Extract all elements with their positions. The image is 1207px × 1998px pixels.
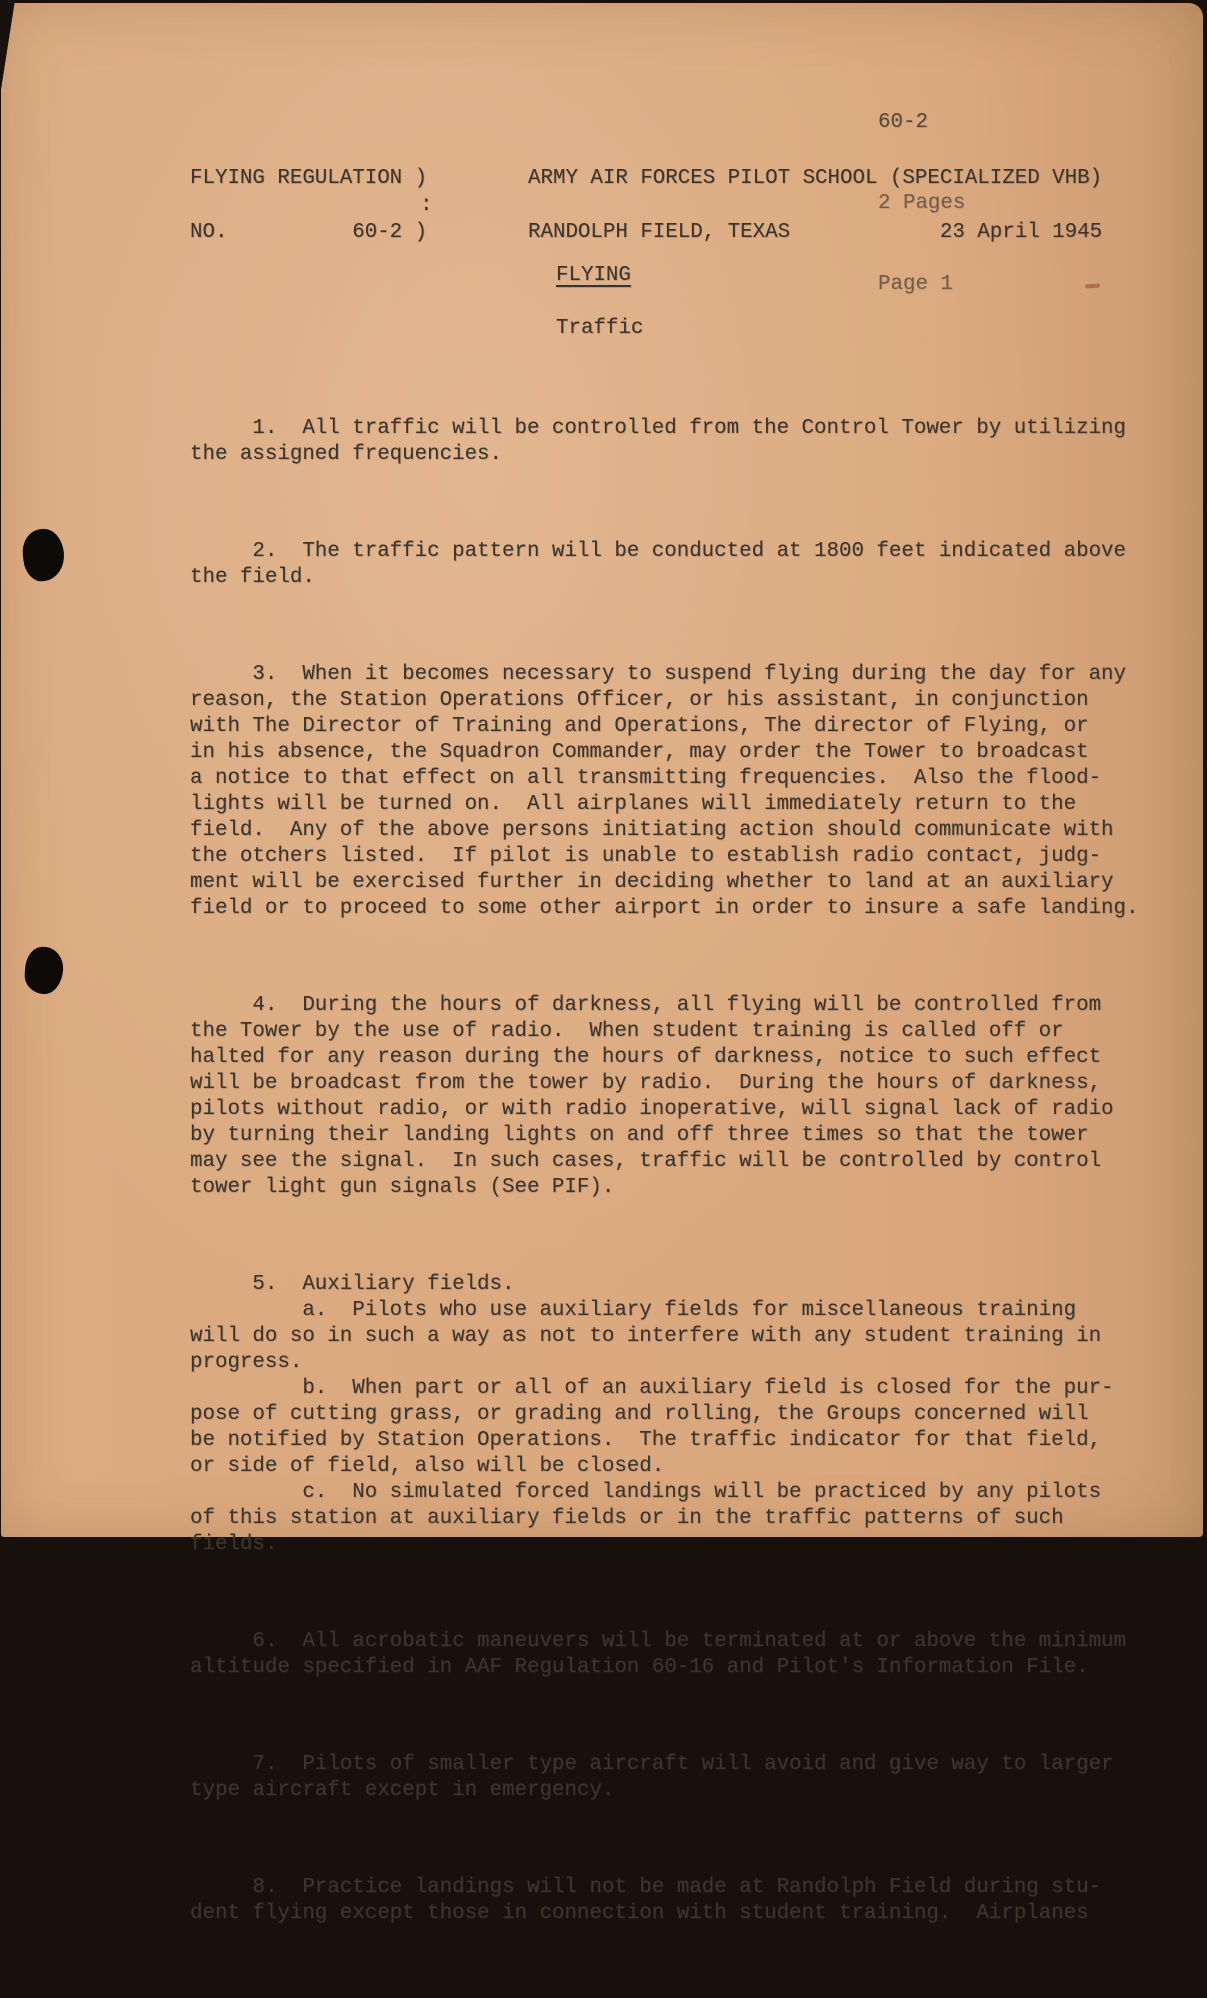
text-line: reason, the Station Operations Officer, or his assistant, in conjunction: [190, 689, 1089, 712]
regulation-number-line: NO. 60-2 ): [190, 221, 428, 244]
text-line: the assigned frequencies.: [190, 443, 503, 466]
text-line: the Tower by the use of radio. When student training is called off or: [190, 1020, 1064, 1043]
text-line: ment will be exercised further in deciding whether to land at an auxiliary: [190, 871, 1114, 894]
doc-title: FLYING: [556, 264, 631, 287]
issuing-authority: ARMY AIR FORCES PILOT SCHOOL (SPECIALIZED VHB): [528, 167, 1103, 190]
text-line: will do so in such a way as not to interfere with any student training in: [190, 1325, 1102, 1348]
text-line: dent flying except those in connection with student training. Airplanes: [190, 1902, 1089, 1925]
text-line: pilots without radio, or with radio inoperative, will signal lack of radio: [190, 1098, 1114, 1121]
text-line: altitude specified in AAF Regulation 60-16 and Pilot's Information File.: [190, 1656, 1089, 1679]
text-line: field. Any of the above persons initiating action should communicate with: [190, 819, 1114, 842]
text-line: type aircraft except in emergency.: [190, 1779, 615, 1802]
text-line: will be broadcast from the tower by radio. During the hours of darkness,: [190, 1072, 1102, 1095]
text-line: with The Director of Training and Operations, The director of Flying, or: [190, 715, 1089, 738]
text-line: pose of cutting grass, or grading and rolling, the Groups concerned will: [190, 1403, 1089, 1426]
text-line: in his absence, the Squadron Commander, may order the Tower to broadcast: [190, 741, 1089, 764]
doc-number: 60-2: [878, 111, 928, 134]
text-line: 6. All acrobatic maneuvers will be terminated at or above the minimum: [190, 1630, 1127, 1653]
text-line: progress.: [190, 1351, 303, 1374]
text-line: fields.: [190, 1533, 278, 1556]
text-line: field or to proceed to some other airport in order to insure a safe landing.: [190, 897, 1139, 920]
paragraph-3: [190, 662, 1171, 922]
regulation-title-line: FLYING REGULATION ): [190, 167, 428, 190]
text-line: 5. Auxiliary fields.: [190, 1273, 515, 1296]
corner-annotation: [878, 55, 965, 352]
text-line: halted for any reason during the hours of darkness, notice to such effect: [190, 1046, 1102, 1069]
text-line: lights will be turned on. All airplanes will immediately return to the: [190, 793, 1077, 816]
text-line: 1. All traffic will be controlled from the Control Tower by utilizing: [190, 417, 1127, 440]
paragraph-7: [190, 1752, 1171, 1804]
text-line: by turning their landing lights on and off three times so that the tower: [190, 1124, 1089, 1147]
text-line: c. No simulated forced landings will be practiced by any pilots: [190, 1481, 1102, 1504]
paragraph-1: [190, 416, 1171, 468]
page-number: Page 1: [878, 273, 953, 296]
doc-body: [190, 364, 1171, 1998]
text-line: a. Pilots who use auxiliary fields for miscellaneous training: [190, 1299, 1077, 1322]
doc-subtitle: Traffic: [556, 317, 644, 340]
paragraph-6: [190, 1629, 1171, 1681]
paragraph-4: [190, 993, 1171, 1201]
regulation-colon: :: [420, 194, 433, 217]
text-line: 3. When it becomes necessary to suspend flying during the day for any: [190, 663, 1127, 686]
text-line: a notice to that effect on all transmitting frequencies. Also the flood-: [190, 767, 1102, 790]
paragraph-8: [190, 1875, 1171, 1927]
location-and-date: RANDOLPH FIELD, TEXAS 23 April 1945: [528, 221, 1103, 244]
text-line: the field.: [190, 566, 315, 589]
text-line: may see the signal. In such cases, traffic will be controlled by control: [190, 1150, 1102, 1173]
text-line: 4. During the hours of darkness, all flying will be controlled from: [190, 994, 1102, 1017]
paragraph-5: [190, 1272, 1171, 1558]
text-line: tower light gun signals (See PIF).: [190, 1176, 615, 1199]
page-count: 2 Pages: [878, 192, 966, 215]
text-line: 2. The traffic pattern will be conducted at 1800 feet indicated above: [190, 540, 1127, 563]
text-line: or side of field, also will be closed.: [190, 1455, 665, 1478]
text-line: 8. Practice landings will not be made at Randolph Field during stu-: [190, 1876, 1102, 1899]
text-line: of this station at auxiliary fields or in the traffic patterns of such: [190, 1507, 1064, 1530]
text-line: b. When part or all of an auxiliary field is closed for the pur-: [190, 1377, 1114, 1400]
text-line: be notified by Station Operations. The traffic indicator for that field,: [190, 1429, 1102, 1452]
text-line: 7. Pilots of smaller type aircraft will avoid and give way to larger: [190, 1753, 1114, 1776]
paragraph-2: [190, 539, 1171, 591]
text-line: the otchers listed. If pilot is unable to establish radio contact, judg-: [190, 845, 1102, 868]
